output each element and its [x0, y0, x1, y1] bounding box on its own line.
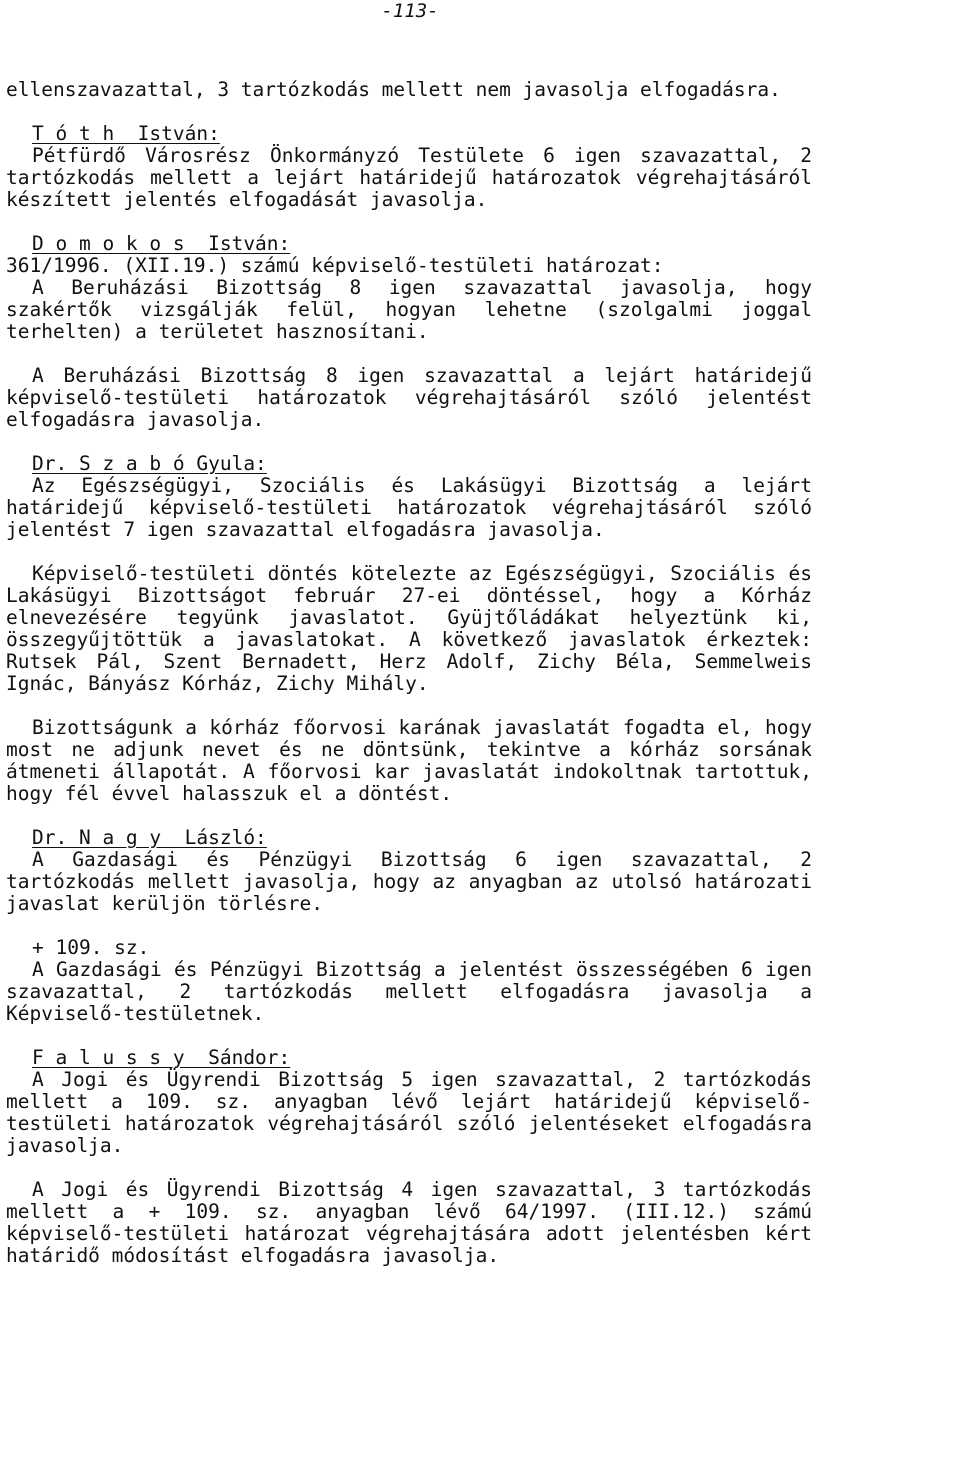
speaker-name: Dr. S z a b ó Gyula: — [32, 452, 267, 475]
paragraph: A Beruházási Bizottság 8 igen szavazattal a lejárt határidejű képviselő-testületi határozatok végrehajtásáról szóló jelentést elfogadásra javasolja. — [6, 364, 812, 431]
paragraph: Az Egészségügyi, Szociális és Lakásügyi Bizottság a lejárt határidejű képviselő-testületi határozatok végrehajtásáról szóló jelentést 7 igen szavazattal elfogadásra javasolja. — [6, 474, 812, 541]
paragraph: A Gazdasági és Pénzügyi Bizottság a jelentést összességében 6 igen szavazattal, 2 tartózkodás mellett elfogadásra javasolja a Képviselő-testületnek. — [6, 958, 812, 1025]
paragraph: Képviselő-testületi döntés kötelezte az Egészségügyi, Szociális és Lakásügyi Bizottságot február 27-ei döntéssel, hogy a Kórház elnevezésére tegyünk javaslatot. Gyüjtőládákat helyeztünk ki, összegyűjtöttük a javaslatokat. A következő javaslatok érkeztek: Rutsek Pál, Szent Bernadett, Herz Adolf, Zichy Béla, Semmelweis Ignác, Bányász Kórház, Zichy Mihály. — [6, 562, 812, 695]
paragraph: A Gazdasági és Pénzügyi Bizottság 6 igen szavazattal, 2 tartózkodás mellett javasolja, hogy az anyagban az utolsó határozati javaslat kerüljön törlésre. — [6, 848, 812, 915]
section-domokos — [6, 233, 812, 431]
speaker-name: T ó t h István: — [32, 122, 220, 145]
paragraph: A Jogi és Ügyrendi Bizottság 5 igen szavazattal, 2 tartózkodás mellett a 109. sz. anyagban lévő lejárt határidejű képviselő-testületi határozatok végrehajtásáról szóló jelentéseket elfogadásra javasolja. — [6, 1068, 812, 1157]
section-nagy — [6, 827, 812, 1025]
speaker-name: D o m o k o s István: — [32, 232, 291, 255]
item-reference: + 109. sz. — [32, 936, 150, 959]
document-body — [6, 79, 812, 1289]
page-number: -113- — [381, 0, 439, 22]
section-falussy — [6, 1047, 812, 1267]
resolution-reference: 361/1996. (XII.19.) számú képviselő-testületi határozat: — [6, 254, 664, 277]
speaker-name: F a l u s s y Sándor: — [32, 1046, 291, 1069]
paragraph: Pétfürdő Városrész Önkormányzó Testülete 6 igen szavazattal, 2 tartózkodás mellett a lejárt határidejű határozatok végrehajtásáról készített jelentés elfogadását javasolja. — [6, 144, 812, 211]
section-szabo — [6, 453, 812, 805]
paragraph: A Jogi és Ügyrendi Bizottság 4 igen szavazattal, 3 tartózkodás mellett a + 109. sz. anyagban lévő 64/1997. (III.12.) számú képviselő-testületi határozat végrehajtására adott jelentésben kért határidő módosítást elfogadásra javasolja. — [6, 1178, 812, 1267]
paragraph: Bizottságunk a kórház főorvosi karának javaslatát fogadta el, hogy most ne adjunk nevet és ne döntsünk, tekintve a kórház sorsának átmeneti állapotát. A főorvosi kar javaslatát indokoltnak tartottuk, hogy fél évvel halasszuk el a döntést. — [6, 716, 812, 805]
speaker-name: Dr. N a g y László: — [32, 826, 267, 849]
intro-paragraph: ellenszavazattal, 3 tartózkodás mellett nem javasolja elfogadásra. — [6, 78, 781, 101]
paragraph: A Beruházási Bizottság 8 igen szavazattal javasolja, hogy szakértők vizsgálják felül, hogyan lehetne (szolgalmi joggal terhelten) a területet hasznosítani. — [6, 276, 812, 343]
section-toth — [6, 123, 812, 211]
